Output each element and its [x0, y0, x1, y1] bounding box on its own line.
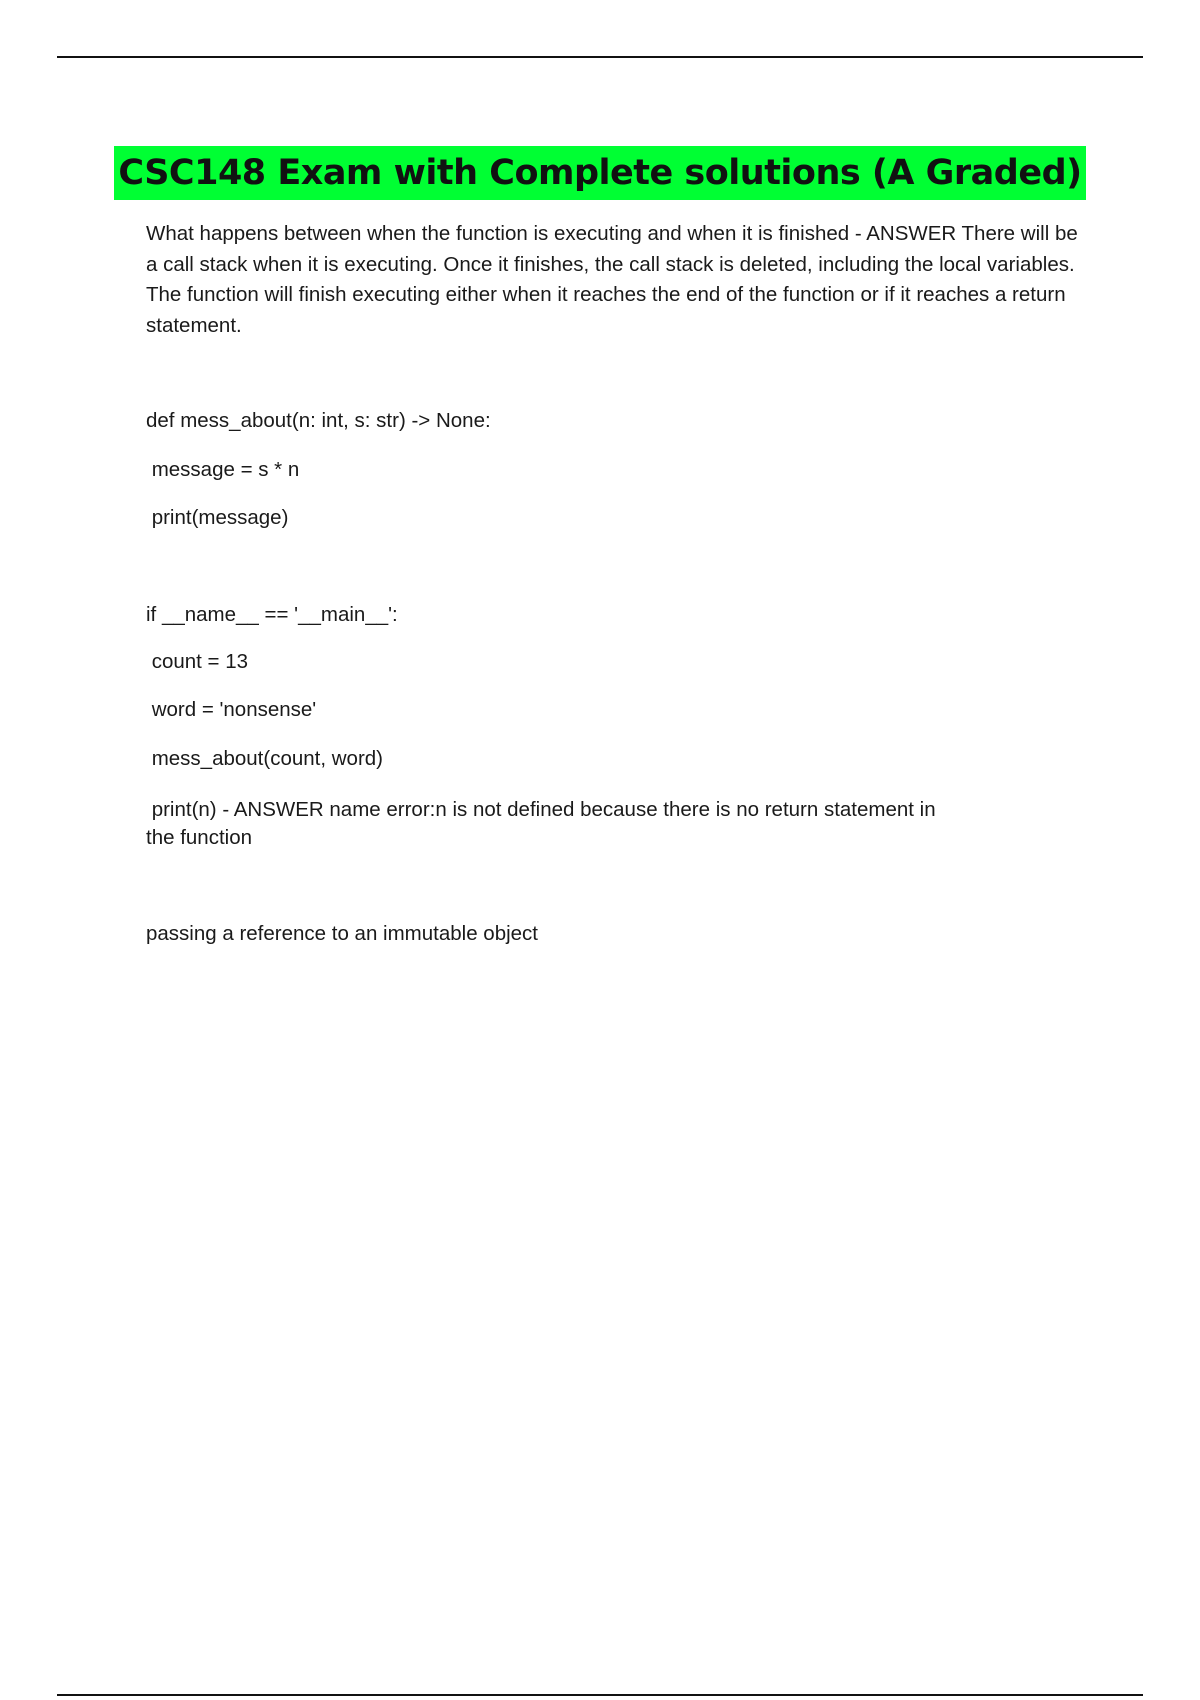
bottom-rule — [57, 1694, 1143, 1696]
code-line: word = 'nonsense' — [146, 698, 317, 721]
title-container — [0, 146, 1200, 200]
top-rule — [57, 56, 1143, 58]
answer-paragraph: print(n) - ANSWER name error:n is not defined because there is no return statement in the function — [146, 798, 936, 849]
document-title: CSC148 Exam with Complete solutions (A Graded) — [114, 146, 1085, 200]
code-line: count = 13 — [146, 650, 249, 673]
code-line: message = s * n — [146, 458, 300, 481]
code-line: def mess_about(n: int, s: str) -> None: — [146, 409, 491, 432]
code-line: print(message) — [146, 506, 289, 529]
code-line: if __name__ == '__main__': — [146, 603, 398, 626]
code-line: mess_about(count, word) — [146, 747, 384, 770]
question-paragraph: What happens between when the function is executing and when it is finished - ANSWER There will be a call stack when it is executing. Once it finishes, the call stack is deleted, including the local variables. The function will finish executing either when it reaches the end of the function or if it reaches a return statement. — [146, 222, 1078, 337]
question-paragraph: passing a reference to an immutable object — [146, 922, 539, 945]
